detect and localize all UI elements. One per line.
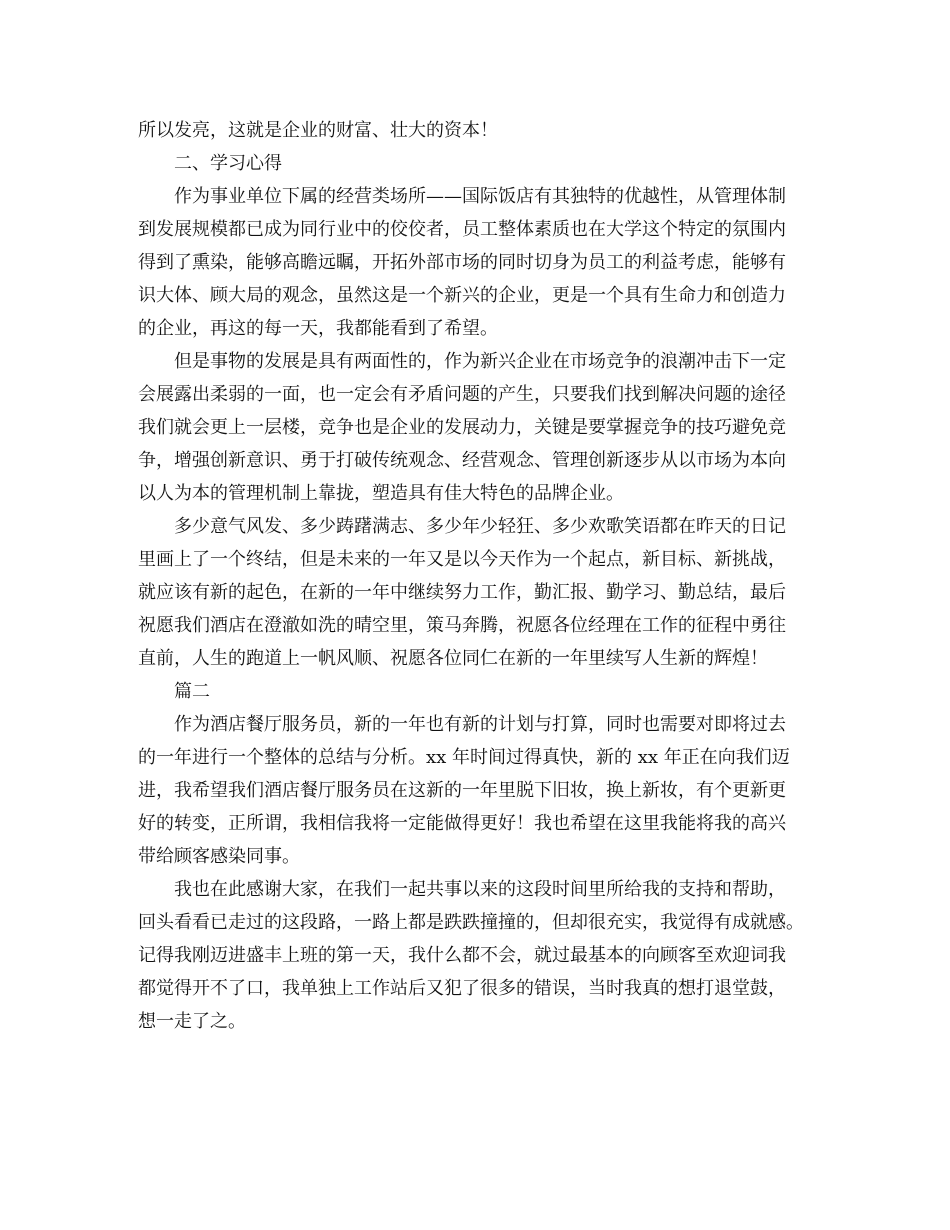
text-line: 我们就会更上一层楼，竞争也是企业的发展动力，关键是要掌握竞争的技巧避免竞 [138,417,786,438]
text-line: 祝愿我们酒店在澄澈如洗的晴空里，策马奔腾，祝愿各位经理在工作的征程中勇往 [138,615,786,636]
text-line: 得到了熏染，能够高瞻远瞩，开拓外部市场的同时切身为员工的利益考虑，能够有 [138,252,786,273]
text-line: 带给顾客感染同事。 [138,846,300,867]
text-line: 所以发亮，这就是企业的财富、壮大的资本！ [138,120,498,141]
text-line: 篇二 [174,681,210,702]
text-line: 的一年进行一个整体的总结与分析。xx 年时间过得真快，新的 xx 年正在向我们迈 [138,747,790,768]
text-line: 的企业，再这的每一天，我都能看到了希望。 [138,318,498,339]
text-line: 就应该有新的起色，在新的一年中继续努力工作，勤汇报、勤学习、勤总结，最后 [138,582,786,603]
text-line: 作为酒店餐厅服务员，新的一年也有新的计划与打算，同时也需要对即将过去 [174,714,786,735]
text-line: 直前，人生的跑道上一帆风顺、祝愿各位同仁在新的一年里续写人生新的辉煌！ [138,648,768,669]
text-line: 争，增强创新意识、勇于打破传统观念、经营观念、管理创新逐步从以市场为本向 [138,450,786,471]
text-line: 想一走了之。 [138,1011,246,1032]
text-line: 记得我刚迈进盛丰上班的第一天，我什么都不会，就过最基本的向顾客至欢迎词我 [138,945,786,966]
text-line: 二、学习心得 [174,153,282,174]
text-line: 进，我希望我们酒店餐厅服务员在这新的一年里脱下旧妆，换上新妆，有个更新更 [138,780,786,801]
document-body [138,114,828,1038]
text-line: 会展露出柔弱的一面，也一定会有矛盾问题的产生，只要我们找到解决问题的途径 [138,384,786,405]
text-line: 但是事物的发展是具有两面性的，作为新兴企业在市场竞争的浪潮冲击下一定 [174,351,786,372]
text-line: 好的转变，正所谓，我相信我将一定能做得更好！我也希望在这里我能将我的高兴 [138,813,786,834]
text-line: 识大体、顾大局的观念，虽然这是一个新兴的企业，更是一个具有生命力和创造力 [138,285,786,306]
text-line: 都觉得开不了口，我单独上工作站后又犯了很多的错误，当时我真的想打退堂鼓， [138,978,786,999]
text-line: 回头看看已走过的这段路，一路上都是跌跌撞撞的，但却很充实，我觉得有成就感。 [138,912,804,933]
text-line: 里画上了一个终结，但是未来的一年又是以今天作为一个起点，新目标、新挑战， [138,549,786,570]
text-line: 以人为本的管理机制上靠拢，塑造具有佳大特色的品牌企业。 [138,483,624,504]
text-line: 作为事业单位下属的经营类场所——国际饭店有其独特的优越性，从管理体制 [174,186,786,207]
text-line: 多少意气风发、多少踌躇满志、多少年少轻狂、多少欢歌笑语都在昨天的日记 [174,516,786,537]
text-line: 我也在此感谢大家，在我们一起共事以来的这段时间里所给我的支持和帮助， [174,879,786,900]
text-line: 到发展规模都已成为同行业中的佼佼者，员工整体素质也在大学这个特定的氛围内 [138,219,786,240]
